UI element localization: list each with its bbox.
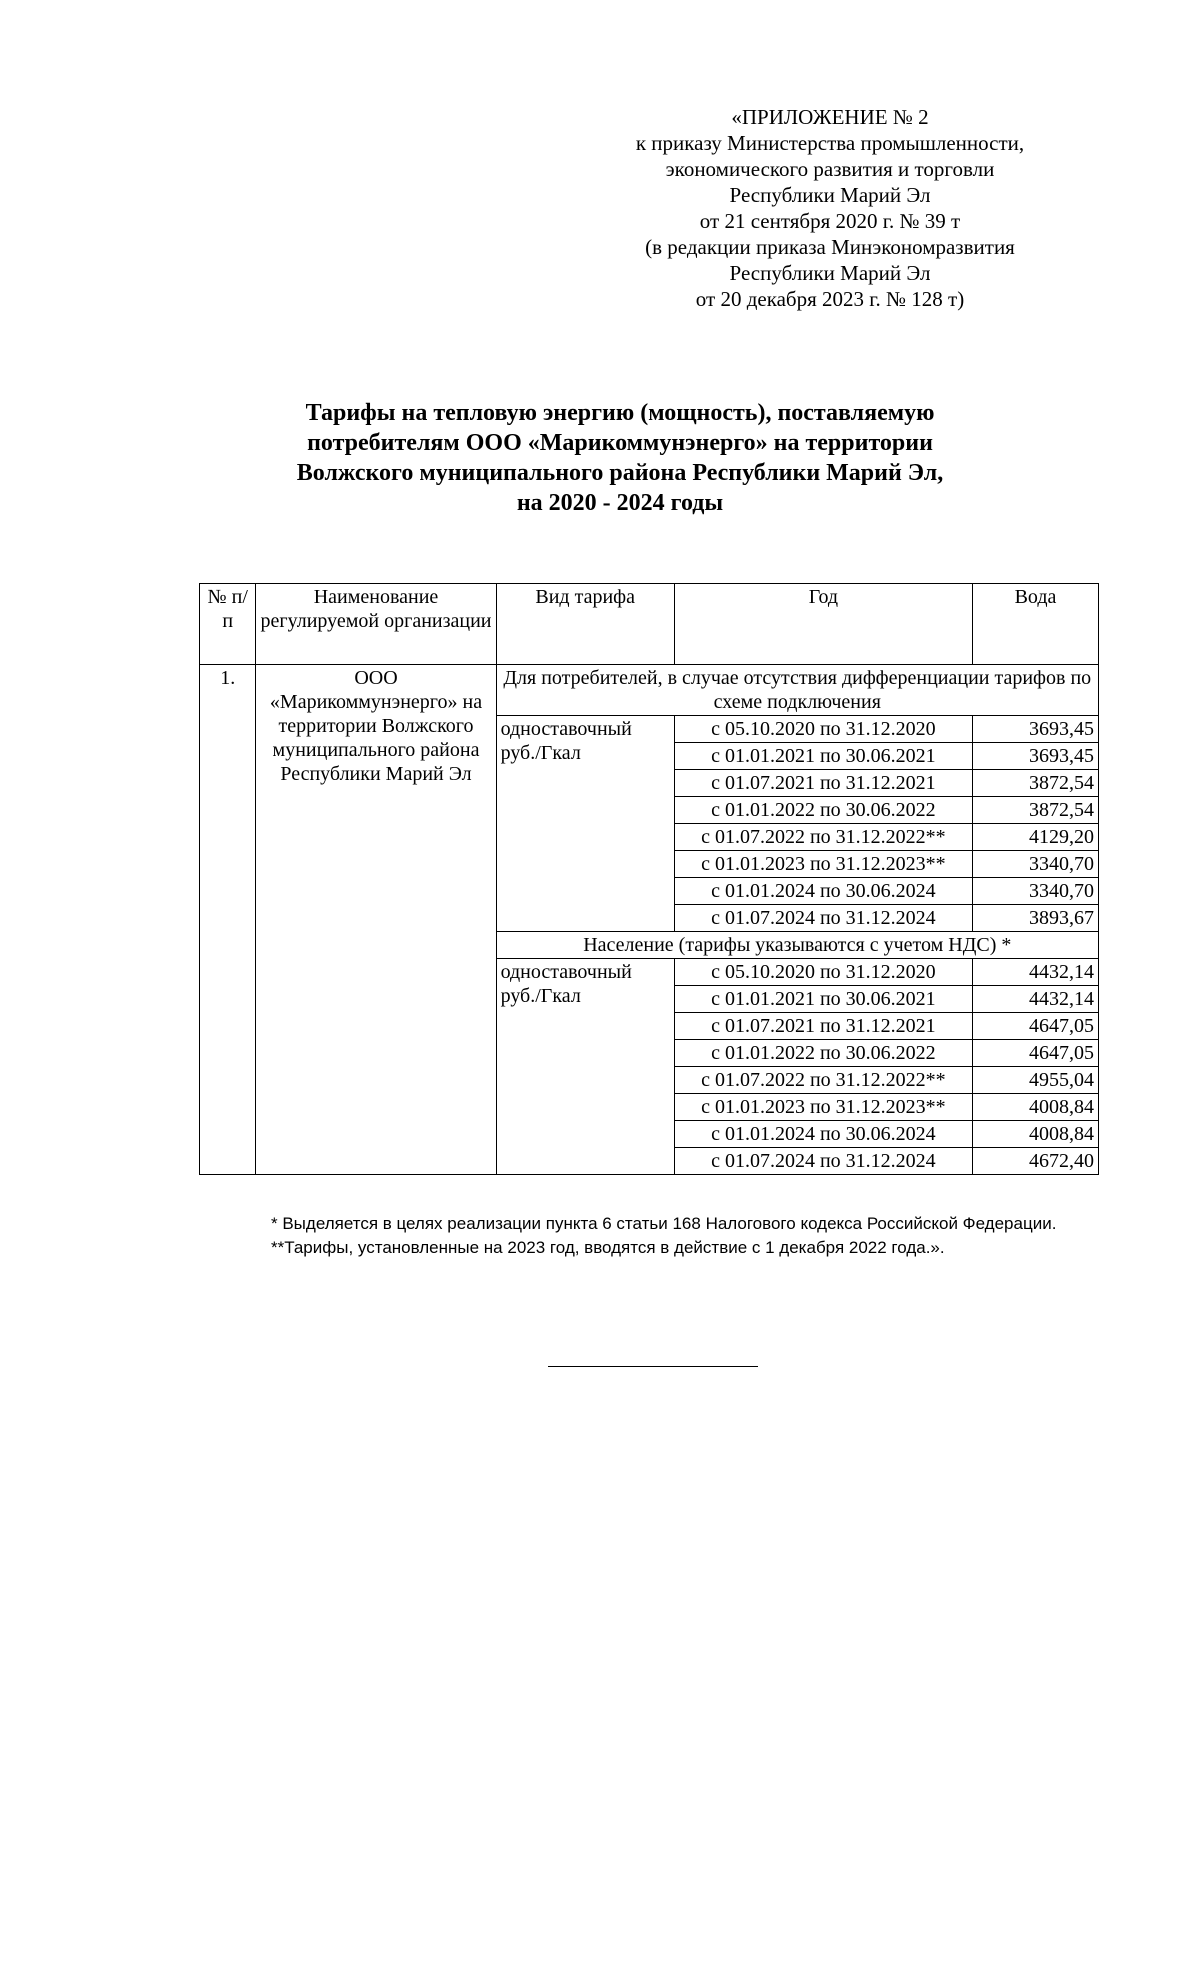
table-header-row [200,584,1099,665]
period-cell: с 05.10.2020 по 31.12.2020 [674,716,972,743]
tariff-table [199,583,1099,1175]
header-line: (в редакции приказа Минэкономразвития [645,235,1015,259]
period-cell: с 01.07.2024 по 31.12.2024 [674,905,972,932]
period-cell: с 01.01.2024 по 30.06.2024 [674,878,972,905]
title-line: Тарифы на тепловую энергию (мощность), поставляемую [305,400,935,426]
closing-divider [548,1366,758,1367]
group-label: Население (тарифы указываются с учетом НДС) * [496,932,1098,959]
period-cell: с 01.01.2023 по 31.12.2023** [674,1094,972,1121]
header-org: Наименование регулируемой организации [256,584,496,665]
title-line: Волжского муниципального района Республики Марий Эл, [296,460,944,486]
water-value: 4432,14 [972,986,1098,1013]
water-value: 3340,70 [972,851,1098,878]
header-type: Вид тарифа [496,584,674,665]
period-cell: с 01.07.2024 по 31.12.2024 [674,1148,972,1175]
water-value: 4647,05 [972,1040,1098,1067]
organization-name: ООО «Марикоммунэнерго» на территории Волжского муниципального района Республики Марий Эл [256,665,496,1175]
header-line: экономического развития и торговли [665,157,995,181]
water-value: 3693,45 [972,743,1098,770]
title-line: на 2020 - 2024 годы [516,490,724,516]
water-value: 3872,54 [972,770,1098,797]
document-title [120,398,1120,518]
period-cell: с 01.07.2022 по 31.12.2022** [674,1067,972,1094]
water-value: 3340,70 [972,878,1098,905]
period-cell: с 01.01.2022 по 30.06.2022 [674,1040,972,1067]
tariff-type: одноставочный руб./Гкал [496,959,674,1175]
header-year: Год [674,584,972,665]
header-line: от 21 сентября 2020 г. № 39 т [699,209,961,233]
title-line: потребителям ООО «Марикоммунэнерго» на территории [307,430,933,456]
water-value: 3872,54 [972,797,1098,824]
water-value: 3893,67 [972,905,1098,932]
water-value: 4955,04 [972,1067,1098,1094]
period-cell: с 01.01.2021 по 30.06.2021 [674,743,972,770]
header-num: № п/п [200,584,256,665]
period-cell: с 01.07.2021 по 31.12.2021 [674,1013,972,1040]
group-label-row [200,665,1099,716]
footnotes [209,1212,1089,1260]
header-line: Республики Марий Эл [729,261,931,285]
water-value: 4008,84 [972,1121,1098,1148]
tariff-type: одноставочный руб./Гкал [496,716,674,932]
header-water: Вода [972,584,1098,665]
period-cell: с 01.07.2021 по 31.12.2021 [674,770,972,797]
header-line: к приказу Министерства промышленности, [635,131,1025,155]
header-line: Республики Марий Эл [729,183,931,207]
group-label: Для потребителей, в случае отсутствия дифференциации тарифов по схеме подключения [496,665,1098,716]
period-cell: с 01.01.2022 по 30.06.2022 [674,797,972,824]
water-value: 4672,40 [972,1148,1098,1175]
water-value: 4129,20 [972,824,1098,851]
row-number: 1. [200,665,256,1175]
header-line: от 20 декабря 2023 г. № 128 т) [695,287,965,311]
header-line: «ПРИЛОЖЕНИЕ № 2 [731,105,929,129]
water-value: 4647,05 [972,1013,1098,1040]
period-cell: с 01.01.2024 по 30.06.2024 [674,1121,972,1148]
water-value: 3693,45 [972,716,1098,743]
period-cell: с 01.01.2023 по 31.12.2023** [674,851,972,878]
footnote-2023-tariffs: **Тарифы, установленные на 2023 год, вводятся в действие с 1 декабря 2022 года.». [271,1238,945,1257]
period-cell: с 01.01.2021 по 30.06.2021 [674,986,972,1013]
footnote-vat: * Выделяется в целях реализации пункта 6 статьи 168 Налогового кодекса Российской Федерации. [271,1214,1057,1233]
period-cell: с 05.10.2020 по 31.12.2020 [674,959,972,986]
water-value: 4008,84 [972,1094,1098,1121]
water-value: 4432,14 [972,959,1098,986]
period-cell: с 01.07.2022 по 31.12.2022** [674,824,972,851]
appendix-header [560,104,1100,312]
